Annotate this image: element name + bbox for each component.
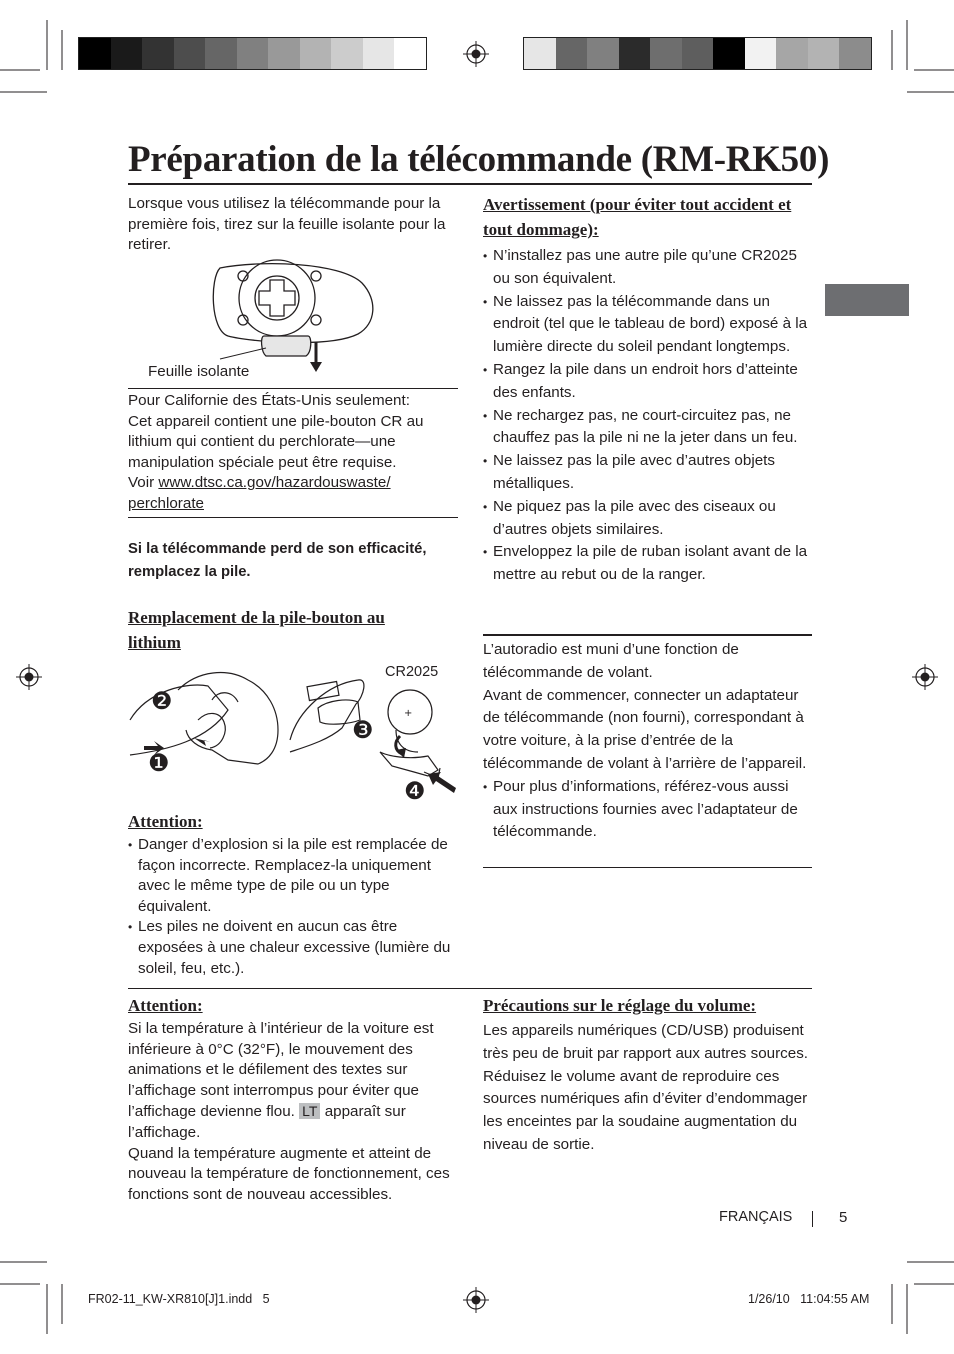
registration-mark-icon: [912, 664, 938, 690]
lt-indicator: LT: [299, 1103, 320, 1119]
list-item: • Les piles ne doivent en aucun cas être exposées à une chaleur excessive (lumière du soleil, feu, etc.).: [128, 917, 458, 979]
list-item: • Rangez la pile dans un endroit hors d’atteinte des enfants.: [483, 359, 808, 405]
step-1-icon: ❶: [148, 750, 170, 777]
language-tab: [825, 284, 909, 316]
color-bar-left: [78, 37, 427, 70]
list-item: • N’installez pas une autre pile qu’une CR2025 ou son équivalent.: [483, 245, 808, 291]
dtsc-link[interactable]: www.dtsc.ca.gov/hazardouswaste/: [158, 474, 391, 492]
attention-list: [128, 835, 458, 979]
color-swatch: [524, 38, 556, 69]
registration-mark-icon: [463, 41, 489, 67]
color-swatch: [111, 38, 143, 69]
color-swatch: [650, 38, 682, 69]
color-swatch: [363, 38, 395, 69]
color-bar-right: [523, 37, 872, 70]
page-title: Préparation de la télécommande (RM-RK50): [128, 139, 830, 180]
color-swatch: [713, 38, 745, 69]
color-swatch: [776, 38, 808, 69]
list-item: • Ne rechargez pas, ne court-circuitez pas, ne chauffez pas la pile ni ne la jeter dans un feu.: [483, 405, 808, 451]
color-swatch: [268, 38, 300, 69]
color-swatch: [619, 38, 651, 69]
step-4-icon: ❹: [404, 778, 426, 805]
divider: [128, 517, 458, 518]
divider: [128, 988, 812, 989]
footer-separator: [812, 1211, 813, 1227]
svg-text:+: +: [404, 708, 413, 719]
attention-heading: Attention:: [128, 812, 203, 831]
divider: [128, 388, 458, 389]
step-3-icon: ❸: [352, 717, 374, 744]
california-notice: Pour Californie des États-Unis seulement: Cet appareil contient une pile-bouton CR au lithium qui contient du perchlorate—une manipulation spéciale peut être requise. Voir www.dtsc.ca.gov/hazardouswaste/ perchlorate: [128, 392, 424, 512]
list-item: • Ne laissez pas la pile avec d’autres objets métalliques.: [483, 450, 808, 496]
registration-mark-icon: [463, 1287, 489, 1313]
remote-insulating-sheet-figure: [140, 258, 380, 378]
registration-mark-icon: [16, 664, 42, 690]
color-swatch: [556, 38, 588, 69]
color-swatch: [79, 38, 111, 69]
efficiency-note: Si la télécommande perd de son efficacité, remplacez la pile.: [128, 541, 427, 580]
title-rule: [128, 183, 812, 185]
color-swatch: [300, 38, 332, 69]
list-item: • Ne piquez pas la pile avec des ciseaux ou d’autres objets similaires.: [483, 496, 808, 542]
color-swatch: [745, 38, 777, 69]
color-swatch: [174, 38, 206, 69]
print-file-name: FR02-11_KW-XR810[J]1.indd 5: [88, 1292, 270, 1306]
color-swatch: [808, 38, 840, 69]
dtsc-link-cont[interactable]: perchlorate: [128, 494, 204, 512]
color-swatch: [839, 38, 871, 69]
color-swatch: [682, 38, 714, 69]
divider: [483, 867, 812, 868]
color-swatch: [394, 38, 426, 69]
color-swatch: [587, 38, 619, 69]
color-swatch: [237, 38, 269, 69]
intro-text: Lorsque vous utilisez la télécommande pour la première fois, tirez sur la feuille isolante pour la retirer.: [128, 195, 446, 254]
insulating-sheet-label: Feuille isolante: [148, 363, 250, 380]
list-item: • Danger d’explosion si la pile est remplacée de façon incorrecte. Remplacez-la uniquement avec le même type de pile ou un type équivalent.: [128, 835, 458, 917]
color-swatch: [331, 38, 363, 69]
volume-text: Les appareils numériques (CD/USB) produisent très peu de bruit par rapport aux autres sources. Réduisez le volume avant de reproduire ces sources numériques afin d’éviter d’endommager les enceintes par la soudaine augmentation du niveau de sortie.: [483, 1022, 809, 1153]
footer-language: FRANÇAIS: [719, 1209, 793, 1225]
color-swatch: [205, 38, 237, 69]
battery-type-label: CR2025: [385, 664, 439, 680]
step-2-icon: ❷: [151, 688, 173, 715]
attention-heading: Attention:: [128, 996, 203, 1015]
warning-list: [483, 245, 808, 587]
warning-heading: Avertissement (pour éviter tout accident et tout dommage):: [483, 195, 792, 239]
divider: [483, 634, 812, 636]
volume-heading: Précautions sur le réglage du volume:: [483, 996, 757, 1015]
list-item: • Enveloppez la pile de ruban isolant avant de la mettre au rebut ou de la ranger.: [483, 541, 808, 587]
list-item: • Ne laissez pas la télécommande dans un endroit (tel que le tableau de bord) exposé à la lumière directe du soleil pendant longtemps.: [483, 291, 808, 359]
color-swatch: [142, 38, 174, 69]
steering-remote-text: L’autoradio est muni d’une fonction de télécommande de volant. Avant de commencer, connecter un adaptateur de télécommande (non fourni), correspondant à votre voiture, à la prise d’entrée de la télécommande de volant à l’arrière de l’appareil. • Pour plus d’informations, référez-vous aussi aux instructions fournies avec l’adaptateur de télécommande.: [483, 639, 815, 844]
page-number: 5: [839, 1209, 848, 1226]
list-item: • Pour plus d’informations, référez-vous aussi aux instructions fournies avec l’adaptateur de télécommande.: [483, 776, 815, 844]
temperature-notice: Si la température à l’intérieur de la voiture est inférieure à 0°C (32°F), le mouvement des animations et le défilement des textes sur l’affichage sont interrompus pour éviter que l’affichage devienne flou. LT apparaît sur l’affichage. Quand la température augmente et atteint de nouveau la température de fonctionnement, ces fonctions sont de nouveau accessibles.: [128, 1020, 450, 1203]
print-date: 1/26/10 11:04:55 AM: [748, 1292, 870, 1306]
replace-battery-heading: Remplacement de la pile-bouton au lithium: [128, 608, 385, 652]
